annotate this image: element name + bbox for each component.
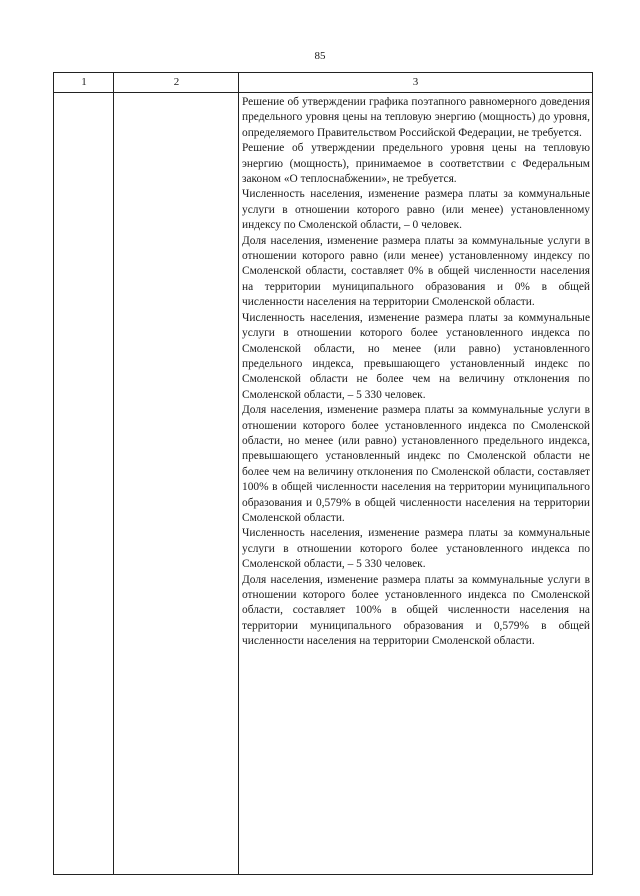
- paragraph-population-share-at-index: Доля населения, изменение размера платы за коммунальные услуги в отношении которого равно (или менее) установленному индексу по Смоленской области, составляет 0% в общей численности населения на территории муниципального образования и 0% в общей численности населения на территории Смоленской области.: [242, 234, 590, 309]
- column-divider-2: [238, 73, 239, 874]
- page-number: 85: [314, 50, 326, 62]
- paragraph-schedule-decision: Решение об утверждении графика поэтапного равномерного доведения предельного уровня цены на тепловую энергию (мощность) до уровня, определяемого Правительством Российской Федерации, не требуется.: [242, 96, 590, 139]
- paragraph-population-count-within-limit: Численность населения, изменение размера платы за коммунальные услуги в отношении которого более установленного индекса по Смоленской области, но менее (или равно) установленного предельного индекса, превышающего установленный индекс по Смоленской области не более чем на величину отклонения по Смоленской области, – 5 330 человек.: [242, 311, 590, 401]
- header-col-1: 1: [81, 76, 87, 88]
- column-3-content: [242, 95, 590, 650]
- paragraph-population-share-within-limit: Доля населения, изменение размера платы за коммунальные услуги в отношении которого более установленного индекса по Смоленской области, но менее (или равно) установленного предельного индекса, превышающего установленный индекс по Смоленской области не более чем на величину отклонения по Смоленской области, составляет 100% в общей численности населения на территории муниципального образования и 0,579% в общей численности населения на территории Смоленской области.: [242, 404, 590, 524]
- paragraph-price-limit-decision: Решение об утверждении предельного уровня цены на тепловую энергию (мощность), принимаемое в соответствии с Федеральным законом «О теплоснабжении», не требуется.: [242, 142, 590, 186]
- paragraph-population-count-at-index: Численность населения, изменение размера платы за коммунальные услуги в отношении которого равно (или менее) установленному индексу по Смоленской области, – 0 человек.: [242, 188, 590, 232]
- header-col-3: 3: [412, 76, 419, 88]
- header-col-2: 2: [173, 76, 180, 88]
- paragraph-population-count-above-index: Численность населения, изменение размера платы за коммунальные услуги в отношении которого более установленного индекса по Смоленской области, – 5 330 человек.: [242, 527, 590, 571]
- document-table: [53, 72, 593, 875]
- paragraph-population-share-above-index: Доля населения, изменение размера платы за коммунальные услуги в отношении которого более установленного индекса по Смоленской области, составляет 100% в общей численности населения на территории муниципального образования и 0,579% в общей численности населения на территории Смоленской области.: [242, 573, 590, 648]
- column-divider-1: [113, 73, 114, 874]
- table-header-row: [54, 73, 592, 93]
